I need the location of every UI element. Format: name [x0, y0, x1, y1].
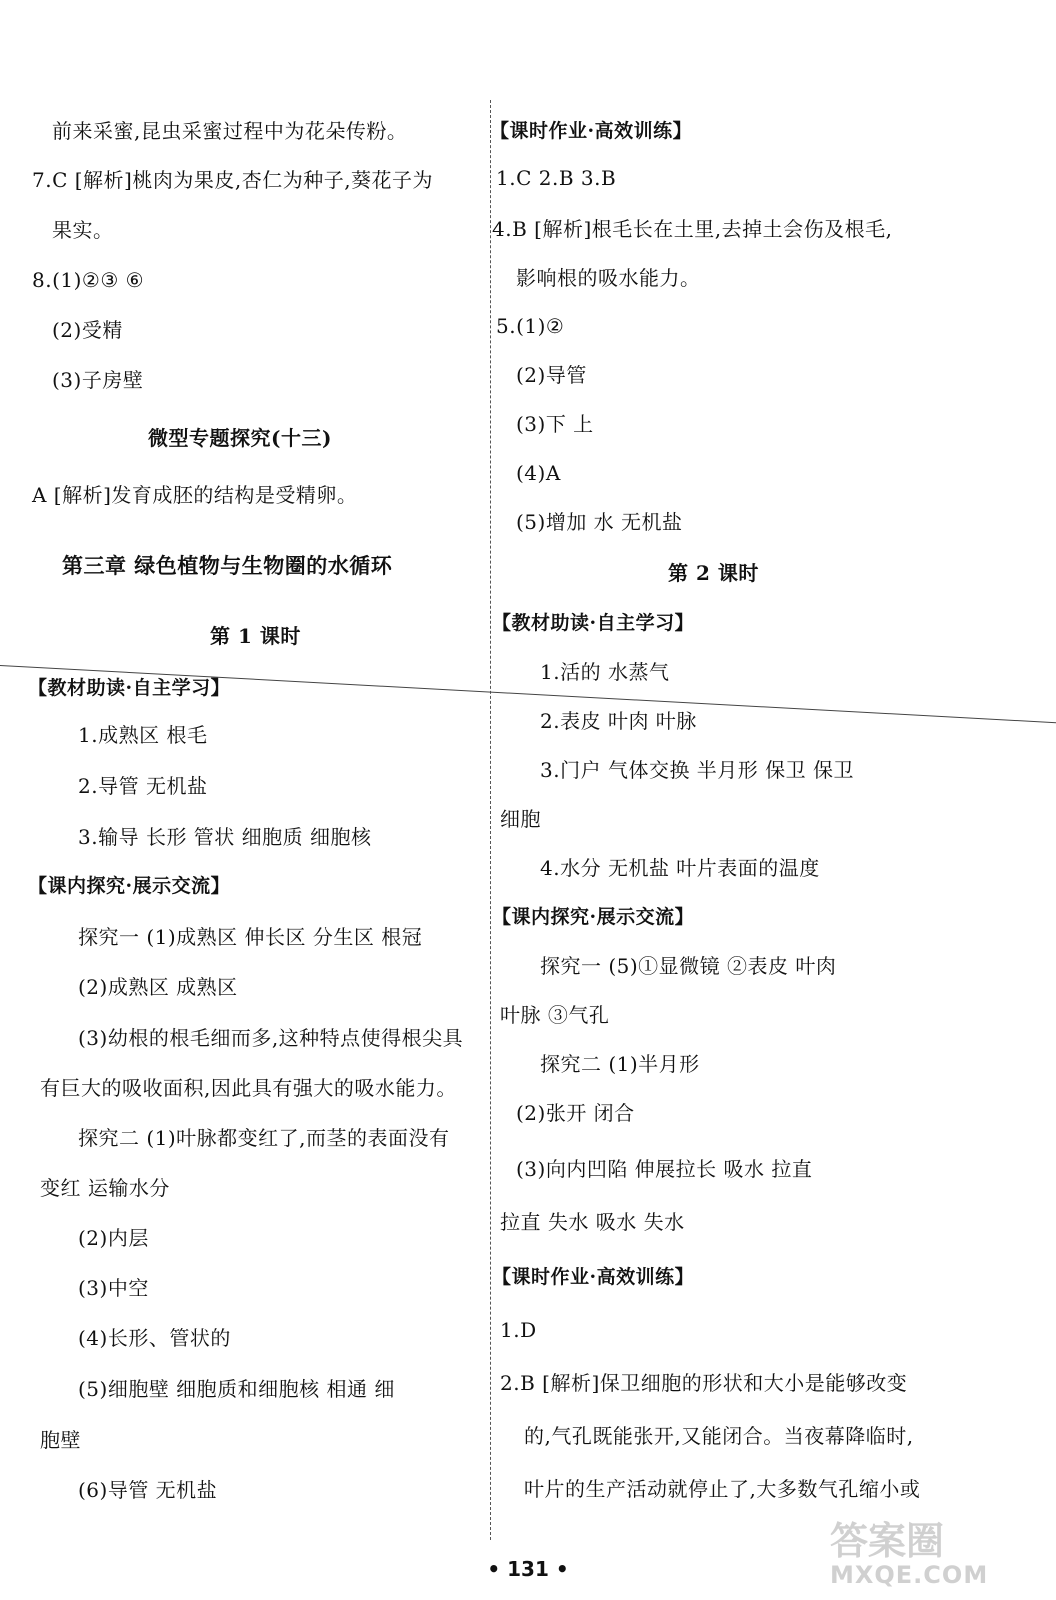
- section-label: 【课内探究·展示交流】: [492, 906, 695, 928]
- answer-line: 4.水分 无机盐 叶片表面的温度: [540, 856, 820, 880]
- answer-line: 的,气孔既能张开,又能闭合。当夜幕降临时,: [524, 1424, 914, 1448]
- answer-line: (2)导管: [516, 363, 587, 387]
- answer-line: 变红 运输水分: [40, 1176, 170, 1200]
- answer-line: 探究一 (1)成熟区 伸长区 分生区 根冠: [78, 925, 423, 949]
- watermark-logo: [830, 1520, 1020, 1590]
- section-label: 【教材助读·自主学习】: [28, 677, 231, 699]
- answer-line: (4)长形、管状的: [78, 1326, 231, 1350]
- answer-line: 有巨大的吸收面积,因此具有强大的吸水能力。: [40, 1076, 457, 1100]
- answer-line: 细胞: [500, 807, 541, 831]
- answer-line: 1.D: [500, 1318, 537, 1342]
- answer-line: 2.B [解析]保卫细胞的形状和大小是能够改变: [500, 1371, 908, 1395]
- answer-line: 胞壁: [40, 1428, 81, 1452]
- answer-line: (2)内层: [78, 1226, 149, 1250]
- section-heading: 微型专题探究(十三): [148, 426, 332, 450]
- answer-line: (5)细胞壁 细胞质和细胞核 相通 细: [78, 1377, 395, 1401]
- text-line: 果实。: [52, 218, 114, 242]
- answer-line: 拉直 失水 吸水 失水: [500, 1210, 685, 1234]
- watermark-url: MXQE.COM: [830, 1561, 989, 1589]
- answer-line: 探究二 (1)半月形: [540, 1052, 700, 1076]
- answer-line: 8.(1)②③ ⑥: [32, 268, 145, 292]
- answer-line: (2)受精: [52, 318, 123, 342]
- text-line: 前来采蜜,昆虫采蜜过程中为花朵传粉。: [52, 119, 408, 143]
- answer-line: 影响根的吸水能力。: [516, 266, 701, 290]
- answer-line: 探究一 (5)①显微镜 ②表皮 叶肉: [540, 954, 837, 978]
- answer-line: 1.成熟区 根毛: [78, 723, 208, 747]
- section-label: 【课内探究·展示交流】: [28, 875, 231, 897]
- answer-line: (3)子房壁: [52, 368, 144, 392]
- section-label: 【教材助读·自主学习】: [492, 612, 695, 634]
- answer-line: 叶脉 ③气孔: [500, 1003, 610, 1027]
- section-label: 【课时作业·高效训练】: [492, 1266, 695, 1288]
- watermark-title: 答案圈: [830, 1519, 945, 1563]
- answer-line: 3.门户 气体交换 半月形 保卫 保卫: [540, 758, 855, 782]
- answer-line: (3)下 上: [516, 412, 594, 436]
- page-number: • 131 •: [487, 1557, 569, 1581]
- answer-line: (5)增加 水 无机盐: [516, 510, 683, 534]
- answer-line: (3)幼根的根毛细而多,这种特点使得根尖具: [78, 1026, 464, 1050]
- answer-line: (3)中空: [78, 1276, 149, 1300]
- answer-line: 1.C 2.B 3.B: [496, 166, 617, 190]
- answer-line: 探究二 (1)叶脉都变红了,而茎的表面没有: [78, 1126, 450, 1150]
- answer-line: (6)导管 无机盐: [78, 1478, 218, 1502]
- answer-line: 5.(1)②: [496, 314, 565, 338]
- answer-line: (2)成熟区 成熟区: [78, 975, 238, 999]
- chapter-heading: 第三章 绿色植物与生物圈的水循环: [62, 553, 393, 578]
- answer-line: 2.表皮 叶肉 叶脉: [540, 709, 697, 733]
- section-label: 【课时作业·高效训练】: [490, 120, 693, 142]
- answer-line: A [解析]发育成胚的结构是受精卵。: [32, 483, 358, 507]
- answer-line: 叶片的生产活动就停止了,大多数气孔缩小或: [524, 1477, 921, 1501]
- column-divider: [490, 100, 491, 1540]
- answer-line: 2.导管 无机盐: [78, 774, 208, 798]
- answer-line: (2)张开 闭合: [516, 1101, 635, 1125]
- answer-line: (3)向内凹陷 伸展拉长 吸水 拉直: [516, 1157, 813, 1181]
- lesson-heading: 第 1 课时: [210, 624, 301, 648]
- lesson-heading: 第 2 课时: [668, 561, 759, 585]
- answer-line: (4)A: [516, 461, 561, 485]
- answer-line: 3.输导 长形 管状 细胞质 细胞核: [78, 825, 372, 849]
- answer-line: 7.C [解析]桃肉为果皮,杏仁为种子,葵花子为: [32, 168, 434, 192]
- answer-line: 1.活的 水蒸气: [540, 660, 670, 684]
- answer-line: 4.B [解析]根毛长在土里,去掉土会伤及根毛,: [492, 217, 893, 241]
